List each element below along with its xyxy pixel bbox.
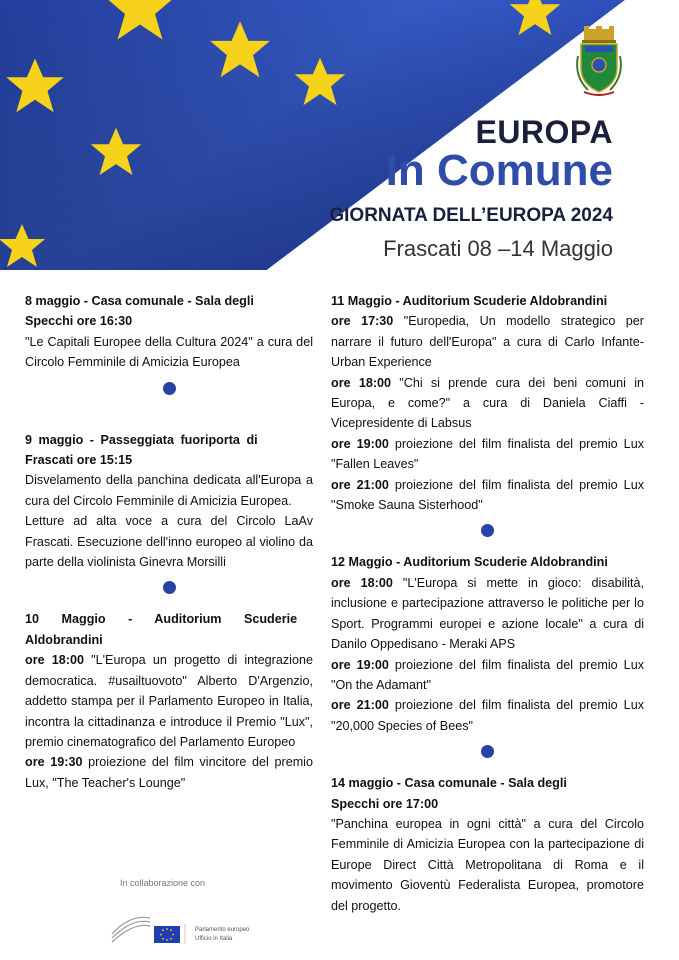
event-heading: Aldobrandini [25, 632, 103, 647]
event-description: "Chi si prende cura dei beni comuni in Europa, e come?" a cura di Daniela Ciaffi - Vicepresidente di Labsus [331, 375, 644, 431]
event-item [331, 573, 644, 655]
event-heading: 12 Maggio - Auditorium Scuderie Aldobrandini [331, 555, 608, 570]
event-heading: 14 maggio - Casa comunale - Sala degli [331, 776, 567, 791]
event-item [331, 475, 644, 516]
separator-dot-icon [163, 382, 176, 395]
event-description: "Le Capitali Europee della Cultura 2024" a cura del Circolo Femminile di Amicizia Europea [25, 334, 313, 370]
event-description: Letture ad alta voce a cura del Circolo LaAv Frascati. Esecuzione dell'inno europeo al violino da parte della violinista Ginevra Morsilli [25, 514, 313, 570]
parliament-emblem-icon [110, 906, 190, 946]
separator-dot-icon [481, 524, 494, 537]
event-time: ore 19:00 [331, 436, 389, 451]
event-description: proiezione del film vincitore del premio Lux, "The Teacher's Lounge" [25, 755, 313, 790]
event-time: ore 18:00 [331, 375, 392, 390]
event-description: "L'Europa un progetto di integrazione democratica. #usailtuovoto" Alberto D'Argenzio, addetto stampa per il Parlamento Europeo in Italia, incontra la cittadinanza e introduce il Premio "Lux", premio cinematografico del Parlamento Europeo [25, 653, 313, 749]
event-item [331, 695, 644, 736]
event-heading: 10 Maggio - Auditorium Scuderie [25, 612, 298, 627]
event-heading: Specchi ore 17:00 [331, 796, 439, 811]
logo-text-office: Ufficio in Italia [195, 936, 233, 942]
event-heading: 8 maggio - Casa comunale - Sala degli [25, 294, 254, 308]
event-time: ore 21:00 [331, 698, 389, 713]
event-item [331, 311, 644, 372]
collaboration-label: In collaborazione con [120, 878, 206, 888]
event-heading: Frascati ore 15:15 [25, 453, 133, 468]
event-item [331, 434, 644, 475]
right-column [331, 291, 644, 916]
event-description: "Panchina europea in ogni città" a cura del Circolo Femminile di Amicizia Europea con la partecipazione di Europe Direct Città Metropolitana di Roma e il movimento Gioventù Federalista Europea, promotore del progetto. [331, 816, 644, 913]
event-description: Disvelamento della panchina dedicata all'Europa a cura del Circolo Femminile di Amicizia Europea. [25, 473, 313, 508]
event-heading: 9 maggio - Passeggiata fuoriporta di [25, 432, 258, 447]
event-dates: Frascati 08 –14 Maggio [383, 236, 613, 261]
title-europa: EUROPA [475, 114, 613, 150]
event-time: ore 17:30 [331, 314, 394, 329]
european-parliament-logo [110, 906, 290, 946]
event-title: GIORNATA DELL’EUROPA 2024 [329, 205, 613, 226]
separator-dot-icon [481, 745, 494, 758]
event-heading: 11 Maggio - Auditorium Scuderie Aldobrandini [331, 294, 608, 308]
event-time: ore 18:00 [25, 653, 84, 668]
event-time: ore 19:00 [331, 657, 389, 672]
event-description: "Europedia, Un modello strategico per narrare il futuro dell'Europa" a cura di Carlo Infante-Urban Experience [331, 314, 644, 370]
event-item [331, 373, 644, 434]
left-column [25, 291, 313, 793]
event-description: proiezione del film finalista del premio Lux "On the Adamant" [331, 657, 644, 692]
title-in-comune: In Comune [385, 146, 613, 195]
event-time: ore 21:00 [331, 477, 389, 492]
event-item [331, 655, 644, 696]
event-heading: Specchi ore 16:30 [25, 314, 133, 329]
event-description: "L'Europa si mette in gioco: disabilità, inclusione e partecipazione attraverso le politiche per lo Sport. Programmi europei e azione locale" a cura di Danilo Oppedisano - Meraki APS [331, 575, 644, 652]
event-description: proiezione del film finalista del premio Lux "Fallen Leaves" [331, 436, 644, 472]
event-time: ore 18:00 [331, 575, 393, 590]
event-time: ore 19:30 [25, 755, 83, 770]
separator-dot-icon [163, 581, 176, 594]
event-item [25, 752, 313, 793]
event-item [25, 650, 313, 752]
event-description: proiezione del film finalista del premio Lux "Smoke Sauna Sisterhood" [331, 477, 644, 513]
logo-text-parliament: Parlamento europeo [195, 927, 250, 933]
event-description: proiezione del film finalista del premio Lux "20,000 Species of Bees" [331, 698, 644, 733]
frascati-crest-icon [574, 26, 624, 98]
